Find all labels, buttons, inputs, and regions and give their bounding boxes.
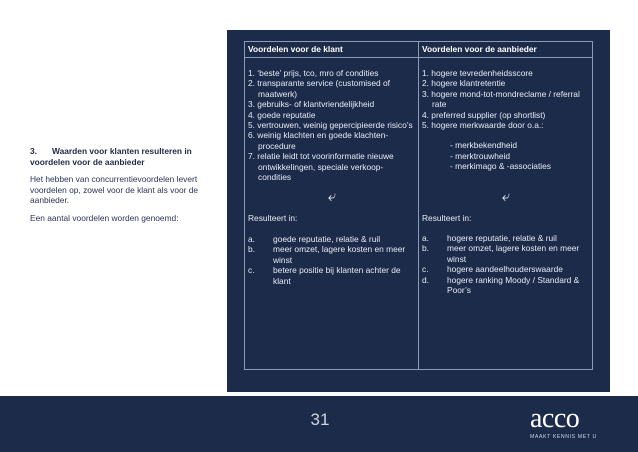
list-item: 3. hogere mond-tot-mondreclame / referral rate	[422, 88, 580, 110]
page-number: 31	[310, 410, 330, 429]
customer-results-list	[248, 234, 416, 286]
list-item: 2. hogere klantretentie	[422, 78, 506, 89]
item-text: hogere reputatie, relatie & ruil	[447, 233, 557, 244]
supplier-results-list	[422, 233, 590, 295]
column-divider	[418, 42, 419, 369]
list-item: 2. transparante service (customised of maatwerk)	[248, 78, 390, 99]
benefits-table	[244, 41, 593, 370]
list-item	[248, 244, 416, 265]
intro-paragraph-1: Het hebben van concurrentievoordelen levert voordelen op, zowel voor de klant als voor de aanbieder.	[30, 174, 199, 206]
list-item	[422, 233, 590, 243]
item-letter: d.	[422, 274, 429, 285]
supplier-benefits-list	[422, 68, 590, 172]
list-item	[248, 265, 416, 286]
result-label: Resulteert in:	[248, 213, 298, 224]
item-text: hogere ranking Moody / Standard & Poor’s	[447, 274, 580, 296]
logo-tagline: MAAKT KENNIS MET U	[530, 434, 597, 440]
section-heading	[30, 146, 210, 167]
list-item: 5. vertrouwen, weinig gepercipieerde risico’s	[248, 120, 413, 131]
item-text: meer omzet, lagere kosten en meer winst	[447, 243, 580, 264]
item-text: meer omzet, lagere kosten en meer winst	[273, 244, 406, 265]
item-text: betere positie bij klanten achter de klant	[273, 265, 401, 286]
list-item: 4. preferred supplier (op shortlist)	[422, 109, 546, 120]
acco-logo	[530, 405, 620, 445]
list-item: 7. relatie leidt tot voorinformatie nieuwe ontwikkelingen, speciale verkoop-condities	[248, 151, 394, 183]
list-item: 4. goede reputatie	[248, 109, 316, 120]
customer-benefits-column	[248, 42, 416, 286]
item-letter: a.	[248, 233, 255, 244]
item-letter: c.	[422, 264, 429, 275]
list-item: 1. hogere tevredenheidsscore	[422, 68, 533, 78]
item-text: hogere aandeelhouderswaarde	[447, 264, 563, 275]
item-letter: b.	[248, 244, 255, 255]
list-item	[422, 275, 590, 296]
supplier-benefits-header: Voordelen voor de aanbieder	[422, 44, 537, 54]
list-subitem: - merkimago & -associaties	[450, 161, 551, 172]
intro-text	[30, 146, 210, 231]
list-item: 3. gebruiks- of klantvriendelijkheid	[248, 99, 375, 110]
result-label: Resulteert in:	[422, 212, 472, 223]
list-item	[422, 243, 590, 264]
item-letter: c.	[248, 265, 255, 276]
list-item	[248, 234, 416, 244]
item-text: goede reputatie, relatie & ruil	[273, 233, 381, 244]
list-item	[422, 264, 590, 274]
intro-paragraph-2: Een aantal voordelen worden genoemd:	[30, 212, 179, 223]
supplier-benefits-column	[422, 42, 590, 296]
item-letter: a.	[422, 233, 429, 244]
section-number: 3.	[30, 146, 37, 156]
list-item: 1. ‘beste’ prijs, tco, mro of condities	[248, 68, 379, 78]
customer-benefits-list	[248, 68, 416, 182]
customer-benefits-header: Voordelen voor de klant	[248, 44, 343, 54]
list-subitem: - merkbekendheid	[450, 140, 518, 151]
item-letter: b.	[422, 243, 429, 254]
list-item: 6. weinig klachten en goede klachten-procedure	[248, 130, 389, 151]
list-subitem: - merktrouwheid	[450, 150, 511, 161]
logo-wordmark: acco	[530, 403, 580, 434]
arrow-down-icon: ⤶	[501, 187, 511, 205]
arrow-down-icon: ⤶	[327, 188, 337, 206]
list-item: 5. hogere merkwaarde door o.a.:	[422, 120, 544, 131]
section-title: Waarden voor klanten resulteren in voordelen voor de aanbieder	[30, 146, 192, 167]
